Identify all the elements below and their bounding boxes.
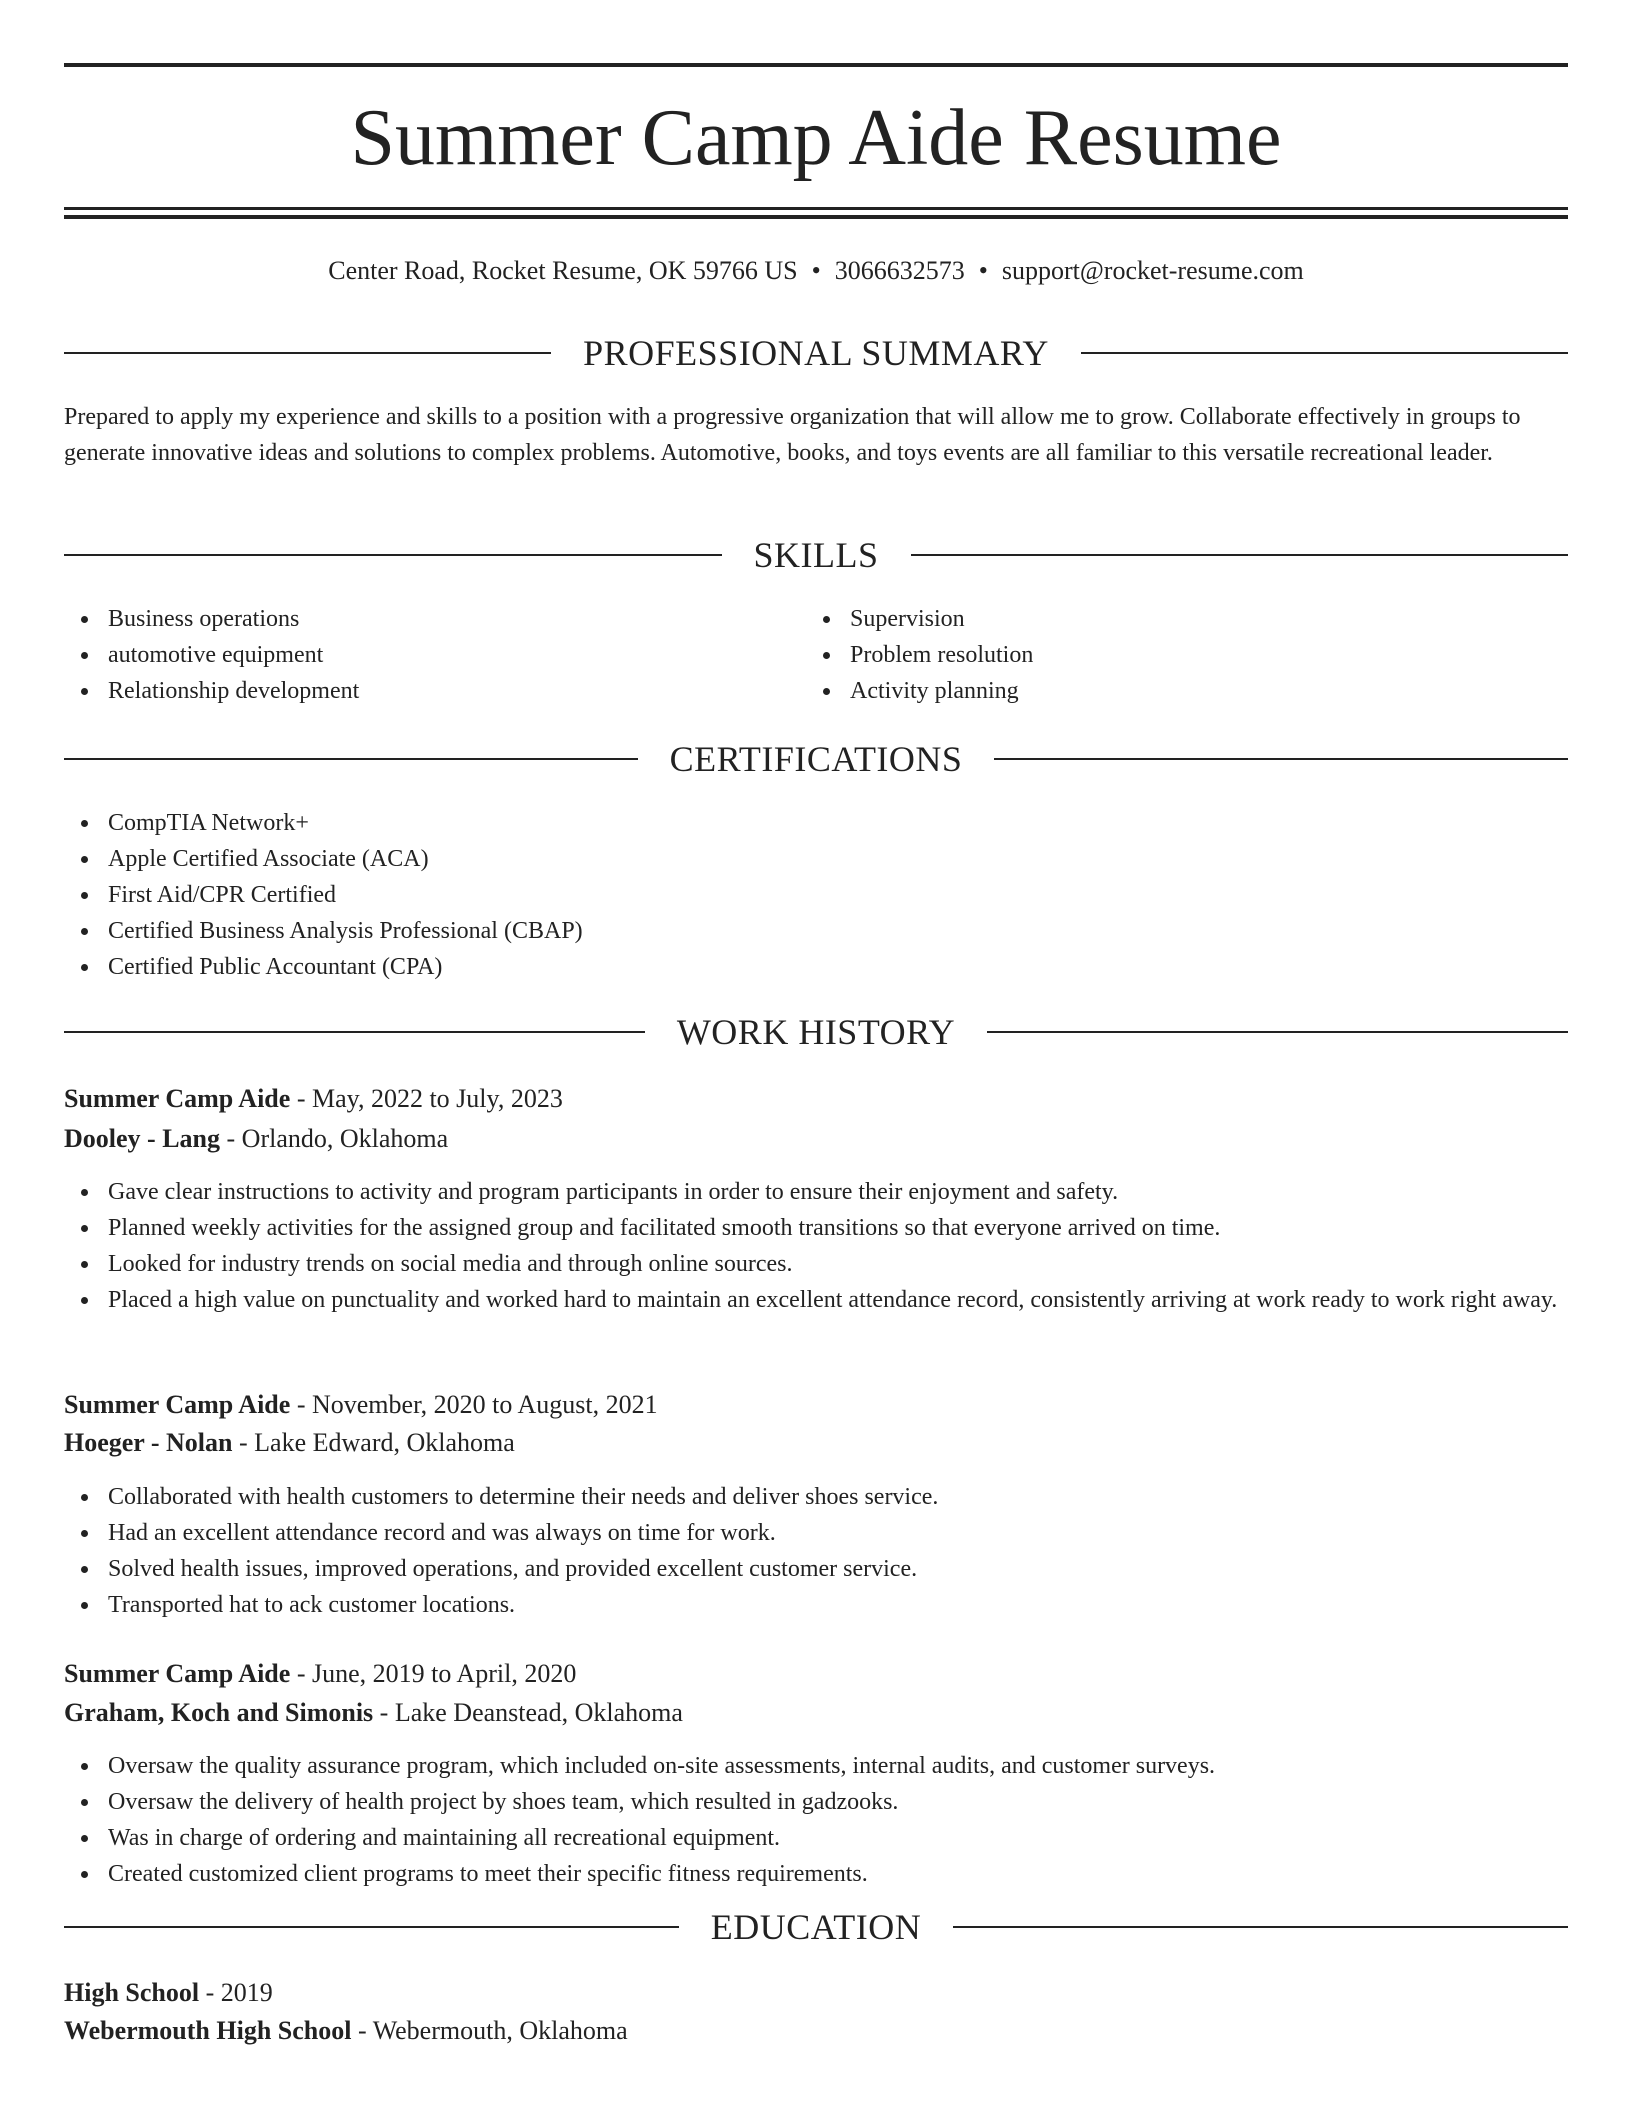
skills-list-right (806, 601, 1546, 709)
section-heading-skills (64, 533, 1568, 577)
job-company-line (64, 1424, 1568, 1462)
job-duty-item: Oversaw the delivery of health project by shoes team, which resulted in gadzooks. (64, 1784, 1568, 1820)
job-duty-item: Solved health issues, improved operations, and provided excellent customer service. (64, 1551, 1568, 1587)
job-title-line (64, 1386, 1568, 1424)
certification-item: Apple Certified Associate (ACA) (64, 841, 1568, 877)
dash: - (357, 2016, 367, 2045)
job-duties-list (64, 1174, 1568, 1318)
job-duty-item: Transported hat to ack customer locations. (64, 1587, 1568, 1623)
job-title-line (64, 1655, 1568, 1693)
skill-item: Relationship development (64, 673, 804, 709)
heading-rule-right (953, 1926, 1568, 1928)
dash: - (296, 1390, 306, 1419)
education-degree: High School (64, 1978, 200, 2007)
contact-line (64, 253, 1568, 289)
contact-email: support@rocket-resume.com (1001, 256, 1304, 285)
contact-separator: • (978, 256, 988, 285)
dash: - (379, 1698, 389, 1727)
job-dates: November, 2020 to August, 2021 (311, 1390, 658, 1419)
job-location: Lake Deanstead, Oklahoma (394, 1698, 683, 1727)
resume-title: Summer Camp Aide Resume (350, 94, 1282, 182)
contact-phone: 3066632573 (834, 256, 965, 285)
heading-rule-left (64, 352, 551, 354)
heading-rule-right (987, 1031, 1568, 1033)
section-heading-work-history (64, 1010, 1568, 1054)
header-top-rule (64, 63, 1568, 67)
certification-item: First Aid/CPR Certified (64, 877, 1568, 913)
header-double-rule-lower (64, 215, 1568, 219)
heading-rule-right (994, 758, 1568, 760)
job-title: Summer Camp Aide (64, 1659, 291, 1688)
job-company-line (64, 1694, 1568, 1732)
job-duty-item: Created customized client programs to meet their specific fitness requirements. (64, 1856, 1568, 1892)
job-duty-item: Gave clear instructions to activity and program participants in order to ensure their enjoyment and safety. (64, 1174, 1568, 1210)
job-duty-item: Oversaw the quality assurance program, which included on-site assessments, internal audits, and customer surveys. (64, 1748, 1568, 1784)
section-title: WORK HISTORY (676, 1012, 956, 1052)
heading-rule-right (911, 554, 1569, 556)
job-duty-item: Placed a high value on punctuality and worked hard to maintain an excellent attendance record, consistently arriving at work ready to work right away. (64, 1282, 1568, 1318)
education-degree-line (64, 1974, 1568, 2012)
section-title: CERTIFICATIONS (669, 739, 963, 779)
education-location: Webermouth, Oklahoma (372, 2016, 628, 2045)
certifications-list (64, 805, 1568, 985)
job-company: Dooley - Lang (64, 1124, 220, 1153)
dash: - (296, 1659, 306, 1688)
skill-item: automotive equipment (64, 637, 804, 673)
heading-rule-left (64, 758, 638, 760)
contact-address: Center Road, Rocket Resume, OK 59766 US (328, 256, 798, 285)
education-school-line (64, 2012, 1568, 2050)
heading-rule-left (64, 554, 722, 556)
job-duties-list (64, 1748, 1568, 1892)
skill-item: Activity planning (806, 673, 1546, 709)
dash: - (239, 1428, 248, 1457)
skill-item: Supervision (806, 601, 1546, 637)
section-heading-certifications (64, 737, 1568, 781)
job-duties-list (64, 1479, 1568, 1623)
certification-item: Certified Public Accountant (CPA) (64, 949, 1568, 985)
job-duty-item: Had an excellent attendance record and was always on time for work. (64, 1515, 1568, 1551)
skill-item: Business operations (64, 601, 804, 637)
job-location: Lake Edward, Oklahoma (254, 1428, 515, 1457)
job-duty-item: Was in charge of ordering and maintaining all recreational equipment. (64, 1820, 1568, 1856)
job-title-line (64, 1080, 1568, 1118)
certification-item: Certified Business Analysis Professional (CBAP) (64, 913, 1568, 949)
contact-separator: • (811, 256, 821, 285)
job-dates: June, 2019 to April, 2020 (311, 1659, 577, 1688)
section-title: PROFESSIONAL SUMMARY (583, 333, 1049, 373)
job-company: Hoeger - Nolan (64, 1428, 233, 1457)
job-title: Summer Camp Aide (64, 1390, 291, 1419)
job-duty-item: Looked for industry trends on social media and through online sources. (64, 1246, 1568, 1282)
dash: - (226, 1124, 236, 1153)
job-duty-item: Planned weekly activities for the assigned group and facilitated smooth transitions so that everyone arrived on time. (64, 1210, 1568, 1246)
job-company: Graham, Koch and Simonis (64, 1698, 374, 1727)
summary-paragraph: Prepared to apply my experience and skills to a position with a progressive organization that will allow me to grow. Collaborate effectively in groups to generate innovative ideas and solutions to complex problems. Automotive, books, and toys events are all familiar to this versatile recreational leader. (64, 404, 1521, 466)
education-year: 2019 (220, 1978, 273, 2007)
job-location: Orlando, Oklahoma (241, 1124, 449, 1153)
certification-item: CompTIA Network+ (64, 805, 1568, 841)
skill-item: Problem resolution (806, 637, 1546, 673)
job-company-line (64, 1120, 1568, 1158)
job-duty-item: Collaborated with health customers to determine their needs and deliver shoes service. (64, 1479, 1568, 1515)
dash: - (205, 1978, 215, 2007)
job-dates: May, 2022 to July, 2023 (311, 1084, 563, 1113)
skills-list-left (64, 601, 804, 709)
section-title: EDUCATION (710, 1907, 922, 1947)
section-title: SKILLS (753, 535, 879, 575)
job-title: Summer Camp Aide (64, 1084, 291, 1113)
heading-rule-right (1081, 352, 1568, 354)
section-heading-education (64, 1905, 1568, 1949)
section-heading-summary (64, 331, 1568, 375)
heading-rule-left (64, 1926, 679, 1928)
education-school: Webermouth High School (64, 2016, 352, 2045)
header-double-rule-upper (64, 207, 1568, 210)
heading-rule-left (64, 1031, 645, 1033)
dash: - (296, 1084, 306, 1113)
